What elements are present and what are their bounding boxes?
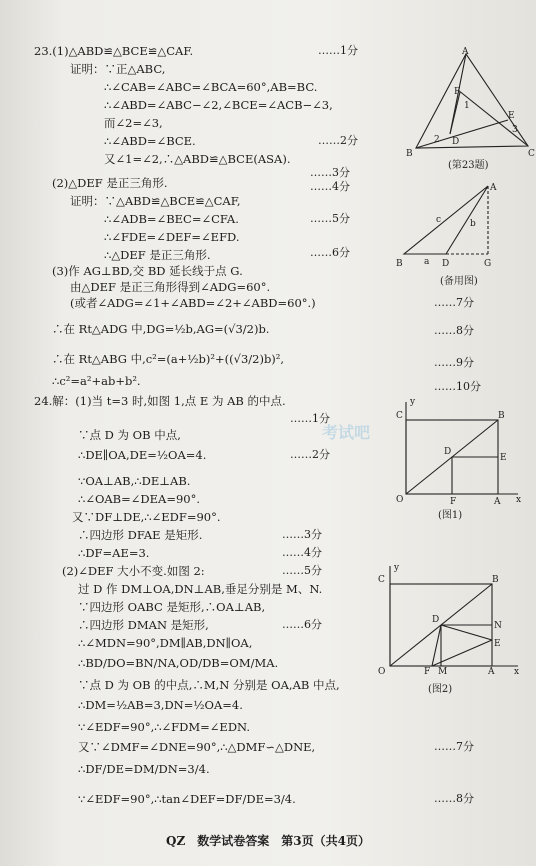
q23-score-8: ……8分 xyxy=(434,324,474,337)
q24-fig1-label-o: O xyxy=(396,495,404,505)
q24-score-7: ……7分 xyxy=(434,740,474,753)
q23-line-15: (或者∠ADG=∠1+∠ABD=∠2+∠ABD=60°.) xyxy=(70,296,316,310)
q23-spare-label-a-side: a xyxy=(424,257,430,267)
q24-line-4: ∵OA⊥AB,∴DE⊥AB. xyxy=(78,474,191,488)
q24-line-6: 又∵DF⊥DE,∴∠EDF=90°. xyxy=(72,510,221,524)
q23-score-3: ……3分 xyxy=(310,166,350,179)
q23-label-d: D xyxy=(452,137,460,147)
q24-figure-2-caption: (图2) xyxy=(428,684,453,695)
q23-line-10: ∴∠ADB=∠BEC=∠CFA. xyxy=(104,212,239,226)
q24-line-2: ∵点 D 为 OB 中点, xyxy=(78,428,181,442)
q23-label-f: F xyxy=(454,87,461,97)
q24-fig1-label-x: x xyxy=(516,495,522,505)
q24-score-6: ……6分 xyxy=(282,618,322,631)
q23-spare-caption: (备用图) xyxy=(440,276,478,287)
q23-label-a: A xyxy=(462,47,469,57)
q24-fig1-label-f: F xyxy=(450,497,457,507)
q23-score-6: ……6分 xyxy=(310,246,350,259)
q24-fig1-label-c: C xyxy=(396,411,403,421)
q24-fig1-label-e: E xyxy=(500,453,507,463)
q24-line-16: ∴DM=½AB=3,DN=½OA=4. xyxy=(78,698,243,712)
q23-line-7: 又∠1=∠2,∴△ABD≌△BCE(ASA). xyxy=(104,152,291,166)
q24-fig2-label-n: N xyxy=(494,621,502,631)
q23-line-16: ∴在 Rt△ADG 中,DG=½b,AG=(√3/2)b. xyxy=(52,322,270,336)
q23-score-5: ……5分 xyxy=(310,212,350,225)
q24-fig2-label-d: D xyxy=(432,615,440,625)
q23-line-8: (2)△DEF 是正三角形. xyxy=(52,176,168,190)
q23-score-4: ……4分 xyxy=(310,180,350,193)
q23-line-4: ∴∠ABD=∠ABC−∠2,∠BCE=∠ACB−∠3, xyxy=(104,98,333,112)
q23-figure-caption: (第23题) xyxy=(448,160,489,171)
q23-triangle-figure xyxy=(404,46,534,158)
q23-score-1: ……1分 xyxy=(318,44,358,57)
q23-score-7: ……7分 xyxy=(434,296,474,309)
q24-fig2-label-y: y xyxy=(394,563,400,573)
q23-spare-label-b: b xyxy=(470,219,476,229)
q23-line-6: ∴∠ABD=∠BCE. xyxy=(104,134,196,148)
q24-line-13: ∴∠MDN=90°,DM∥AB,DN∥OA, xyxy=(78,636,253,650)
q23-line-17: ∴在 Rt△ABG 中,c²=(a+½b)²+((√3/2)b)², xyxy=(52,352,285,366)
q24-fig2-label-e: E xyxy=(494,639,501,649)
q24-line-5: ∴∠OAB=∠DEA=90°. xyxy=(78,492,201,506)
q23-line-12: ∴△DEF 是正三角形. xyxy=(104,248,211,262)
q24-fig2-label-o: O xyxy=(378,667,386,677)
q24-fig2-label-x: x xyxy=(514,667,520,677)
q23-spare-label-a: A xyxy=(490,183,497,193)
q23-score-10: ……10分 xyxy=(434,380,481,393)
q24-line-3: ∴DE∥OA,DE=½OA=4. xyxy=(78,448,207,462)
q24-fig2-label-c: C xyxy=(378,575,385,585)
q24-fig1-label-d: D xyxy=(444,447,452,457)
q23-label-b: B xyxy=(406,149,413,159)
q23-line-18: ∴c²=a²+ab+b². xyxy=(52,374,141,388)
q24-line-9: (2)∠DEF 大小不变.如图 2: xyxy=(62,564,205,578)
q24-fig1-label-b: B xyxy=(498,411,505,421)
page-footer: QZ 数学试卷答案 第3页（共4页） xyxy=(166,834,370,848)
q24-figure-1-caption: (图1) xyxy=(438,510,463,521)
q24-line-14: ∴BD/DO=BN/NA,OD/DB=OM/MA. xyxy=(78,656,279,670)
q24-figure-1 xyxy=(392,396,524,508)
q23-line-3: ∴∠CAB=∠ABC=∠BCA=60°,AB=BC. xyxy=(104,80,318,94)
q24-line-20: ∵∠EDF=90°,∴tan∠DEF=DF/DE=3/4. xyxy=(78,792,296,806)
q23-spare-label-g: G xyxy=(484,259,492,269)
q23-line-9: 证明：∵△ABD≌△BCE≌△CAF, xyxy=(70,194,241,208)
q23-label-e: E xyxy=(508,111,515,121)
q24-line-7: ∴四边形 DFAE 是矩形. xyxy=(78,528,203,542)
q24-line-10: 过 D 作 DM⊥OA,DN⊥AB,垂足分别是 M、N. xyxy=(78,582,323,596)
q24-line-1: 24.解：(1)当 t=3 时,如图 1,点 E 为 AB 的中点. xyxy=(34,394,286,408)
q23-line-5: 而∠2=∠3, xyxy=(104,116,163,130)
q23-spare-label-d: D xyxy=(442,259,450,269)
q24-line-8: ∴DF=AE=3. xyxy=(78,546,150,560)
q24-score-4: ……4分 xyxy=(282,546,322,559)
q24-score-1: ……1分 xyxy=(290,412,330,425)
q24-line-15: ∵点 D 为 OB 的中点,∴M,N 分别是 OA,AB 中点, xyxy=(78,678,340,692)
q23-spare-label-c: c xyxy=(436,215,442,225)
q24-score-2: ……2分 xyxy=(290,448,330,461)
q24-score-5: ……5分 xyxy=(282,564,322,577)
q24-fig2-label-b: B xyxy=(492,575,499,585)
q23-line-2: 证明：∵正△ABC, xyxy=(70,62,166,76)
q23-spare-label-bpt: B xyxy=(396,259,403,269)
q24-fig2-label-a: A xyxy=(488,667,495,677)
q24-line-11: ∵四边形 OABC 是矩形,∴OA⊥AB, xyxy=(78,600,266,614)
q23-label-2: 2 xyxy=(434,135,440,145)
q24-score-3: ……3分 xyxy=(282,528,322,541)
q24-line-17: ∵∠EDF=90°,∴∠FDM=∠EDN. xyxy=(78,720,251,734)
q23-label-c: C xyxy=(528,149,535,159)
q23-score-9: ……9分 xyxy=(434,356,474,369)
q23-line-13: (3)作 AG⊥BD,交 BD 延长线于点 G. xyxy=(52,264,243,278)
q24-figure-2 xyxy=(374,562,524,682)
q23-score-2: ……2分 xyxy=(318,134,358,147)
q24-score-8: ……8分 xyxy=(434,792,474,805)
q24-line-18: 又∵∠DMF=∠DNE=90°,∴△DMF∽△DNE, xyxy=(78,740,316,754)
q23-label-3: 3 xyxy=(512,125,518,135)
q24-line-19: ∴DF/DE=DM/DN=3/4. xyxy=(78,762,210,776)
q24-fig1-label-y: y xyxy=(410,397,416,407)
q23-line-14: 由△DEF 是正三角形得到∠ADG=60°. xyxy=(70,280,271,294)
watermark-logo: 考试吧 xyxy=(322,423,371,442)
q24-fig1-label-a: A xyxy=(494,497,501,507)
q24-fig2-label-f: F xyxy=(424,667,431,677)
q23-label-1: 1 xyxy=(464,101,470,111)
q23-spare-figure xyxy=(394,180,514,270)
q24-line-12: ∴四边形 DMAN 是矩形, xyxy=(78,618,209,632)
q23-line-11: ∴∠FDE=∠DEF=∠EFD. xyxy=(104,230,240,244)
q24-fig2-label-m: M xyxy=(438,667,448,677)
q23-line-1: 23.(1)△ABD≌△BCE≌△CAF. xyxy=(34,44,194,58)
